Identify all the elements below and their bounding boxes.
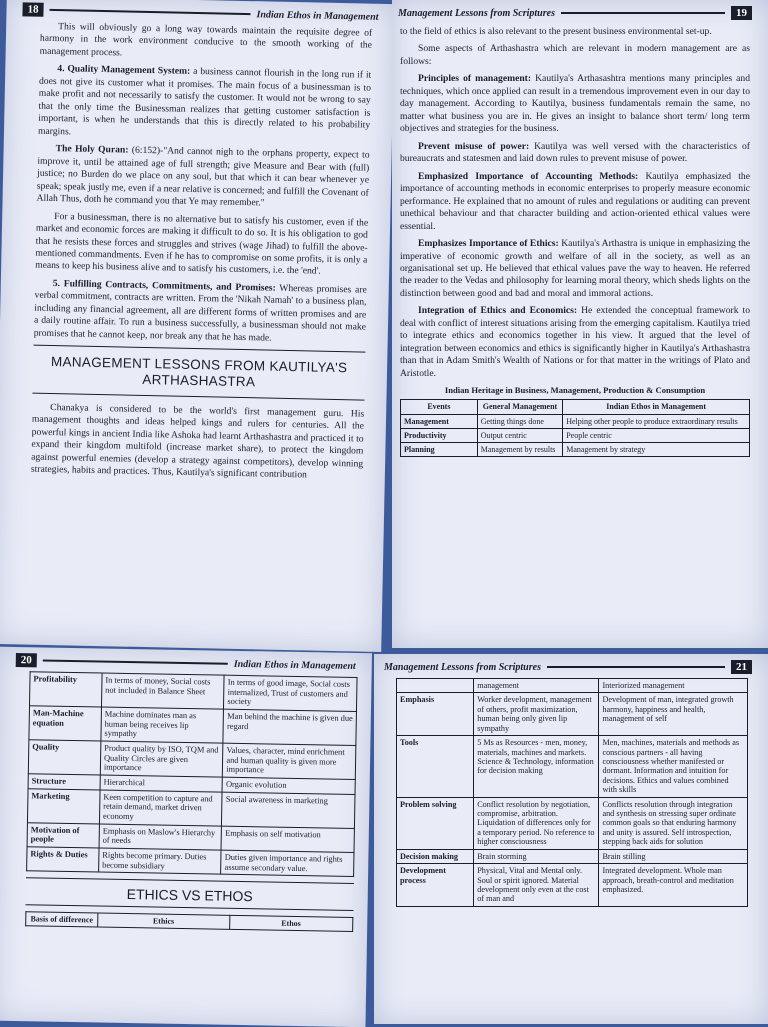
page-body — [392, 20, 768, 457]
table-cell: Development process — [397, 864, 474, 907]
table-row — [397, 849, 748, 863]
heritage-table — [400, 399, 750, 457]
table-cell: People centric — [563, 428, 750, 442]
paragraph: This will obviously go a long way towards maintain the requisite degree of harmony in the work environment conducive to the smooth working of the management process. — [39, 21, 373, 59]
table-cell: Brain storming — [474, 849, 599, 863]
page-body — [0, 16, 394, 483]
table-row — [397, 797, 748, 849]
table-cell: Brain stilling — [599, 849, 748, 863]
table-cell: Interiorized management — [599, 679, 748, 693]
page-number: 19 — [731, 6, 752, 20]
paragraph-text: He extended the conceptual framework to deal with conflict of interest situations arising from the emerging capitalism. Kautilya tried to integrate ethics and economics together in his view. It argued that the level of integration between economics and ethics is significantly higher in Kautilya's Arthashastra than that in Adam Smith's Wealth of Nations or for that matter in the writings of Plato and Aristotle. — [400, 305, 751, 379]
page-number: 20 — [16, 653, 37, 667]
table-row — [397, 693, 748, 736]
table-cell: Man-Machine equation — [29, 706, 102, 741]
running-title: Management Lessons from Scriptures — [384, 661, 541, 673]
page-19 — [392, 0, 768, 648]
paragraph-heading: Principles of management: — [418, 73, 532, 85]
paragraph-accounting — [400, 171, 750, 233]
page-header — [392, 0, 768, 20]
table-cell: Physical, Vital and Mental only. Soul or spirit ignored. Material development only even at the cost of man and — [474, 864, 599, 907]
running-title: Management Lessons from Scriptures — [398, 7, 555, 19]
paragraph-text: Kautilya's Arthasashtra mentions many principles and techniques, which once applied can result in a tremendous improvement even in our day to day management. According to Kautilya, business fundamentals remain the same, no matter what business you are in. He gives an insight to balance short term/ long term objectives and strategies for the business. — [400, 73, 750, 135]
section-divider — [34, 345, 366, 353]
paragraph-contracts — [34, 278, 367, 347]
section-title: MANAGEMENT LESSONS FROM KAUTILYA'S ARTHASHASTRA — [50, 354, 348, 390]
paragraph-heading: Emphasized Importance of Accounting Methods: — [418, 170, 639, 182]
page-header — [374, 654, 768, 674]
table-row — [28, 740, 356, 780]
table-cell: Machine dominates man as human being receives lip sympathy — [101, 707, 224, 743]
paragraph-ethics — [400, 238, 750, 300]
table-cell: Marketing — [27, 788, 100, 823]
paragraph-heading: 5. Fulfilling Contracts, Commitments, and Promises: — [52, 277, 276, 294]
table-cell: Man behind the machine is given due regard — [223, 709, 356, 745]
table-cell: 5 Ms as Resources - men, money, materials, machines and markets. Science & Technology, information for decision making — [474, 736, 599, 798]
page-number: 21 — [731, 660, 752, 674]
table-cell: Emphasis — [397, 693, 474, 736]
table-cell: Worker development, management of others, profit maximization, human being only given lip sympathy — [474, 693, 599, 736]
paragraph-text: Whereas promises are verbal commitment, contracts are written. From the 'Nikah Namah' to a business plan, including any financial agreement, all are different forms of written promises and are a daily routine affair. To run a business successfully, a businessman should not make promises that he cannot keep, nor break any that he has made. — [33, 282, 367, 344]
table-header: Indian Ethos in Management — [563, 400, 750, 414]
paragraph-heading: Emphasizes Importance of Ethics: — [418, 238, 559, 250]
comparison-table — [26, 671, 357, 877]
table-cell: Management by results — [477, 442, 562, 456]
running-title: Indian Ethos in Management — [256, 8, 379, 23]
header-rule — [43, 660, 228, 665]
table-cell: Values, character, mind enrichment and human quality is given more importance — [223, 743, 356, 779]
header-rule — [561, 12, 725, 14]
table-cell: Product quality by ISO, TQM and Quality Circles are given importance — [100, 741, 223, 777]
table-cell: Decision making — [397, 849, 474, 863]
table-cell: Quality — [28, 740, 101, 775]
table-row — [397, 736, 748, 798]
table-cell: Management by strategy — [563, 442, 750, 456]
table-cell: Conflicts resolution through integration and synthesis on stressing super ordinate common goals so that enduring harmony and unity is assured. Self introspection, stepping back aids for solution — [599, 797, 748, 849]
table-cell: Hierarchical — [100, 775, 223, 792]
table-row — [397, 864, 748, 907]
table-cell: Social awareness in marketing — [222, 792, 355, 828]
paragraph-quran — [36, 143, 369, 212]
table-cell: Duties given importance and rights assume secondary value. — [221, 850, 354, 877]
table-header: General Management — [477, 400, 562, 414]
table-cell — [397, 679, 474, 693]
paragraph-text: Kautilya was well versed with the characteristics of bureaucrats and statesmen and laid down rules to prevent misuse of power. — [400, 140, 750, 165]
table-cell: Development of man, integrated growth harmony, happiness and health, management of self — [599, 693, 748, 736]
section-title: ETHICS VS ETHOS — [126, 886, 253, 905]
table-row — [401, 442, 750, 456]
table-cell: Keen competition to capture and retain demand, market driven economy — [99, 790, 222, 826]
running-title: Indian Ethos in Management — [233, 658, 356, 672]
table-cell: In terms of money, Social costs not included in Balance Sheet — [101, 673, 224, 709]
table-cell: Rights become primary. Duties become subsidiary — [99, 848, 222, 874]
table-header-row — [401, 400, 750, 414]
table-cell: Conflict resolution by negotiation, compromise, arbitration. Liquidation of differences only for a temporary period. No reference to higher consciousness — [474, 797, 599, 849]
table-row — [401, 414, 750, 428]
paragraph-integration — [400, 305, 750, 380]
table-cell: Productivity — [401, 428, 478, 442]
paragraph: Some aspects of Arthashastra which are relevant in modern management are as follows: — [400, 43, 750, 67]
paragraph-heading: 4. Quality Management System: — [57, 63, 191, 78]
table-header: Events — [401, 400, 478, 414]
table-cell: Management — [401, 414, 478, 428]
paragraph-text: Kautilya's Arthastra is unique in emphasizing the imperative of economic growth and welfare of all in the society, as well as an organisational set up. He believed that ethical values pave the way to heaven. He referred the reader to the Vedas and philosophy for learning moral theory, which sheds lights on the distinction between good and bad and moral and immoral actions. — [400, 238, 750, 299]
page-number: 18 — [22, 2, 43, 16]
paragraph: to the field of ethics is also relevant to the present business environmental set-up. — [400, 26, 712, 37]
table-cell: In terms of good image, Social costs internalized, Trust of customers and society — [224, 675, 357, 711]
table-header: Ethics — [98, 913, 230, 929]
table-cell: Planning — [401, 442, 478, 456]
table-header: Ethos — [229, 915, 353, 931]
paragraph: Chanakya is considered to be the world's first management guru. His management thoughts and ideas helped kings and rulers for centuries. All the powerful kings in ancient India like Ashoka had learnt Arthashastra and practiced it to expand their kingdom multifold (increase market share), to protect the kingdom against powerful enemies (develop a strategy against competitors), develop winning strategies, habits and practices. Thus, Kautilya's significant contribution — [30, 401, 365, 481]
table-cell: Helping other people to produce extraordinary results — [563, 414, 750, 428]
paragraph-text: Kautilya emphasized the importance of accounting methods in economic enterprises to properly measure economic performance. He explained that no amount of rules and regulations or auditing can prevent unethical behaviour and that character building and action-oriented ethical values were essential. — [400, 170, 750, 232]
paragraph-heading: The Holy Quran: — [55, 143, 129, 156]
table-row — [29, 706, 357, 746]
paragraph-principles — [400, 73, 750, 135]
table-row — [30, 672, 358, 712]
paragraph-text: a business cannot flourish in the long run if it does not give its customer what it promises. The main focus of a businessman is to make profit and not necessarily to satisfy the customer. It would not be wrong to say that the only time the Businessman realizes that getting customer satisfaction is important, is when he understands that this is directly related to his probability margins. — [37, 66, 372, 138]
table-cell: Men, machines, materials and methods as conscious partners - all having consciousness whether manifested or dormant. Information and intuition for decisions. Ethics and values combined with skills — [599, 736, 748, 798]
page-body — [0, 667, 372, 933]
table-cell: Structure — [28, 774, 100, 790]
table-header-row — [26, 912, 353, 932]
table-cell: Profitability — [30, 672, 103, 707]
paragraph: For a businessman, there is no alternative but to satisfy his customer, even if the market and economic forces are making it difficult to do so. It is his obligation to god that he resists these forces and struggles and strives (wage Jihad) to fulfill the above-mentioned commandments. Even if he has to compromise on some profits, it is only a means to keep his business alive and to satisfy his customers, i.e. the 'end'. — [35, 210, 369, 278]
table-cell: Rights & Duties — [27, 847, 99, 873]
table-cell: Motivation of people — [27, 822, 99, 848]
page-18 — [0, 0, 395, 652]
table-cell: Output centric — [477, 428, 562, 442]
table-cell: Organic evolution — [222, 777, 355, 794]
table-row — [397, 679, 748, 693]
page-21 — [374, 654, 768, 1024]
section-divider — [33, 392, 365, 400]
table-cell: Getting things done — [477, 414, 562, 428]
ethics-ethos-table — [25, 911, 353, 932]
comparison-table — [396, 678, 748, 907]
header-rule — [50, 9, 251, 15]
table-cell: Tools — [397, 736, 474, 798]
section-divider — [26, 877, 354, 884]
paragraph-heading: Prevent misuse of power: — [418, 140, 530, 152]
table-cell: management — [474, 679, 599, 693]
paragraph-power — [400, 141, 750, 166]
table-caption: Indian Heritage in Business, Management, Production & Consumption — [444, 385, 706, 396]
table-row — [27, 847, 354, 877]
table-cell: Emphasis on self motivation — [221, 826, 354, 853]
table-header: Basis of difference — [26, 912, 98, 927]
section-divider — [26, 904, 354, 911]
page-body — [374, 674, 768, 907]
table-cell: Problem solving — [397, 797, 474, 849]
table-cell: Emphasis on Maslow's Hierarchy of needs — [99, 824, 222, 850]
paragraph-heading: Integration of Ethics and Economics: — [418, 305, 578, 317]
header-rule — [547, 666, 725, 668]
paragraph-quality — [38, 63, 371, 145]
page-20 — [0, 647, 372, 1027]
table-cell: Integrated development. Whole man approach, breath-control and meditation emphasized. — [599, 864, 748, 907]
table-row — [27, 788, 355, 828]
paragraph-text: (6:152)-"And cannot nigh to the orphans property, expect to improve it, until be attained age of full strength; give Measure and Bear with (full) justice; no Burden do we place on any soul, but that which it can bear whenever ye speak; speak justly me, even if a near relative is concerned; and fulfill the Covenant of Allah Thus, doth he command you that Ye may remember." — [36, 144, 370, 209]
table-row — [401, 428, 750, 442]
